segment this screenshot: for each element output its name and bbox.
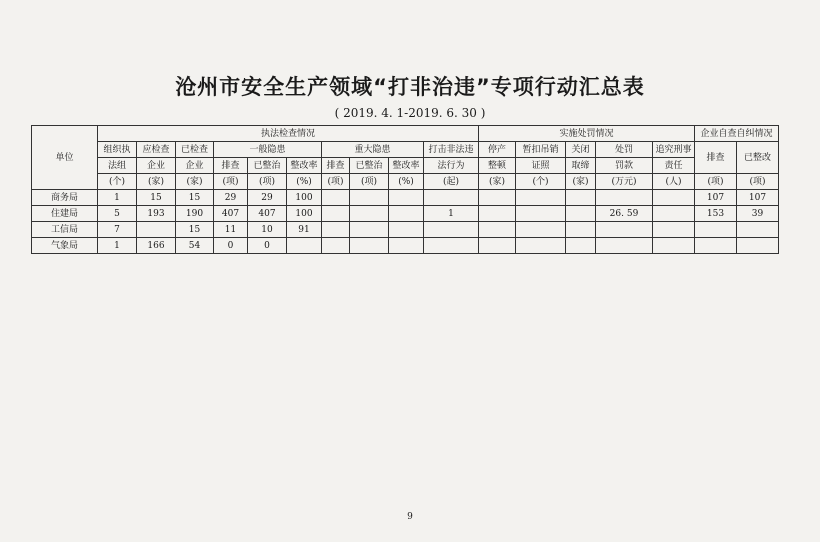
header-row-2	[32, 142, 779, 158]
cell-maj-rate	[389, 238, 424, 254]
header-self-check: 企业自查自纠情况	[695, 126, 779, 142]
cell-checked: 190	[176, 206, 214, 222]
cell-crim	[653, 222, 695, 238]
unit-maj-rate: (%)	[389, 174, 424, 190]
header-row-1	[32, 126, 779, 142]
cell-sc-found: 107	[695, 190, 737, 206]
header-stop-line2: 整顿	[479, 158, 516, 174]
cell-gen-found: 11	[214, 222, 248, 238]
unit-illegal: (起)	[424, 174, 479, 190]
cell-sc-found	[695, 222, 737, 238]
cell-maj-rate	[389, 190, 424, 206]
unit-suspend: (个)	[516, 174, 566, 190]
cell-sc-found: 153	[695, 206, 737, 222]
header-illegal-line1: 打击非法违	[424, 142, 479, 158]
cell-gen-found: 0	[214, 238, 248, 254]
cell-fine: 26. 59	[596, 206, 653, 222]
cell-should: 15	[137, 190, 176, 206]
cell-crim	[653, 190, 695, 206]
unit-sc-fixed: (项)	[737, 174, 779, 190]
table-row	[32, 206, 779, 222]
unit-close: (家)	[566, 174, 596, 190]
header-maj-found: 排查	[322, 158, 350, 174]
cell-checked: 54	[176, 238, 214, 254]
header-row-3	[32, 158, 779, 174]
cell-teams: 5	[98, 206, 137, 222]
cell-gen-fixed: 10	[248, 222, 287, 238]
header-checked-line1: 已检查	[176, 142, 214, 158]
header-illegal-line2: 法行为	[424, 158, 479, 174]
cell-suspend	[516, 190, 566, 206]
cell-should: 166	[137, 238, 176, 254]
header-should-line2: 企业	[137, 158, 176, 174]
header-teams-line2: 法组	[98, 158, 137, 174]
header-suspend-line2: 证照	[516, 158, 566, 174]
unit-gen-found: (项)	[214, 174, 248, 190]
header-general-hazard: 一般隐患	[214, 142, 322, 158]
cell-fine	[596, 222, 653, 238]
cell-maj-rate	[389, 206, 424, 222]
header-checked-line2: 企业	[176, 158, 214, 174]
header-enforcement: 执法检查情况	[98, 126, 479, 142]
cell-illegal	[424, 190, 479, 206]
cell-unit: 气象局	[32, 238, 98, 254]
cell-unit: 住建局	[32, 206, 98, 222]
cell-gen-fixed: 29	[248, 190, 287, 206]
cell-maj-rate	[389, 222, 424, 238]
unit-sc-found: (项)	[695, 174, 737, 190]
cell-close	[566, 222, 596, 238]
unit-stop: (家)	[479, 174, 516, 190]
cell-maj-fixed	[350, 238, 389, 254]
header-criminal-line1: 追究刑事	[653, 142, 695, 158]
unit-teams: (个)	[98, 174, 137, 190]
cell-suspend	[516, 206, 566, 222]
cell-sc-fixed: 107	[737, 190, 779, 206]
header-stop-line1: 停产	[479, 142, 516, 158]
header-should-line1: 应检查	[137, 142, 176, 158]
summary-table	[31, 125, 779, 254]
cell-crim	[653, 238, 695, 254]
cell-unit: 商务局	[32, 190, 98, 206]
cell-gen-rate: 91	[287, 222, 322, 238]
cell-stop	[479, 238, 516, 254]
cell-gen-fixed: 0	[248, 238, 287, 254]
cell-maj-found	[322, 190, 350, 206]
cell-illegal	[424, 238, 479, 254]
header-fine-line1: 处罚	[596, 142, 653, 158]
cell-suspend	[516, 238, 566, 254]
table-row	[32, 238, 779, 254]
table-row	[32, 190, 779, 206]
page-number: 9	[407, 512, 413, 522]
cell-close	[566, 190, 596, 206]
cell-should: 193	[137, 206, 176, 222]
cell-fine	[596, 238, 653, 254]
cell-teams: 1	[98, 238, 137, 254]
cell-maj-fixed	[350, 222, 389, 238]
cell-unit: 工信局	[32, 222, 98, 238]
cell-maj-found	[322, 222, 350, 238]
header-units-row	[32, 174, 779, 190]
cell-should	[137, 222, 176, 238]
header-maj-rate: 整改率	[389, 158, 424, 174]
cell-maj-found	[322, 206, 350, 222]
cell-stop	[479, 222, 516, 238]
unit-gen-rate: (%)	[287, 174, 322, 190]
cell-illegal	[424, 222, 479, 238]
cell-gen-rate	[287, 238, 322, 254]
unit-checked: (家)	[176, 174, 214, 190]
header-fine-line2: 罚款	[596, 158, 653, 174]
unit-criminal: (人)	[653, 174, 695, 190]
header-gen-rate: 整改率	[287, 158, 322, 174]
cell-sc-fixed	[737, 222, 779, 238]
cell-gen-rate: 100	[287, 206, 322, 222]
cell-gen-rate: 100	[287, 190, 322, 206]
header-sc-found: 排查	[695, 142, 737, 174]
cell-suspend	[516, 222, 566, 238]
cell-fine	[596, 190, 653, 206]
header-teams-line1: 组织执	[98, 142, 137, 158]
cell-stop	[479, 206, 516, 222]
header-criminal-line2: 责任	[653, 158, 695, 174]
cell-teams: 1	[98, 190, 137, 206]
header-gen-fixed: 已整治	[248, 158, 287, 174]
header-punishment: 实施处罚情况	[479, 126, 695, 142]
cell-illegal: 1	[424, 206, 479, 222]
cell-sc-found	[695, 238, 737, 254]
table-row	[32, 222, 779, 238]
header-close-line1: 关闭	[566, 142, 596, 158]
cell-maj-fixed	[350, 190, 389, 206]
header-sc-fixed: 已整改	[737, 142, 779, 174]
header-gen-found: 排查	[214, 158, 248, 174]
cell-sc-fixed	[737, 238, 779, 254]
page-title: 沧州市安全生产领域“打非治违”专项行动汇总表	[175, 75, 645, 99]
unit-maj-fixed: (项)	[350, 174, 389, 190]
cell-close	[566, 238, 596, 254]
cell-checked: 15	[176, 222, 214, 238]
header-major-hazard: 重大隐患	[322, 142, 424, 158]
cell-checked: 15	[176, 190, 214, 206]
unit-gen-fixed: (项)	[248, 174, 287, 190]
cell-sc-fixed: 39	[737, 206, 779, 222]
date-range: ( 2019. 4. 1-2019. 6. 30 )	[334, 106, 486, 120]
cell-teams: 7	[98, 222, 137, 238]
header-suspend-line1: 暂扣吊销	[516, 142, 566, 158]
header-close-line2: 取缔	[566, 158, 596, 174]
header-unit: 单位	[32, 126, 98, 190]
cell-stop	[479, 190, 516, 206]
cell-close	[566, 206, 596, 222]
cell-gen-found: 407	[214, 206, 248, 222]
unit-should: (家)	[137, 174, 176, 190]
cell-maj-found	[322, 238, 350, 254]
cell-maj-fixed	[350, 206, 389, 222]
cell-gen-found: 29	[214, 190, 248, 206]
unit-fine: (万元)	[596, 174, 653, 190]
cell-gen-fixed: 407	[248, 206, 287, 222]
cell-crim	[653, 206, 695, 222]
unit-maj-found: (项)	[322, 174, 350, 190]
header-maj-fixed: 已整治	[350, 158, 389, 174]
